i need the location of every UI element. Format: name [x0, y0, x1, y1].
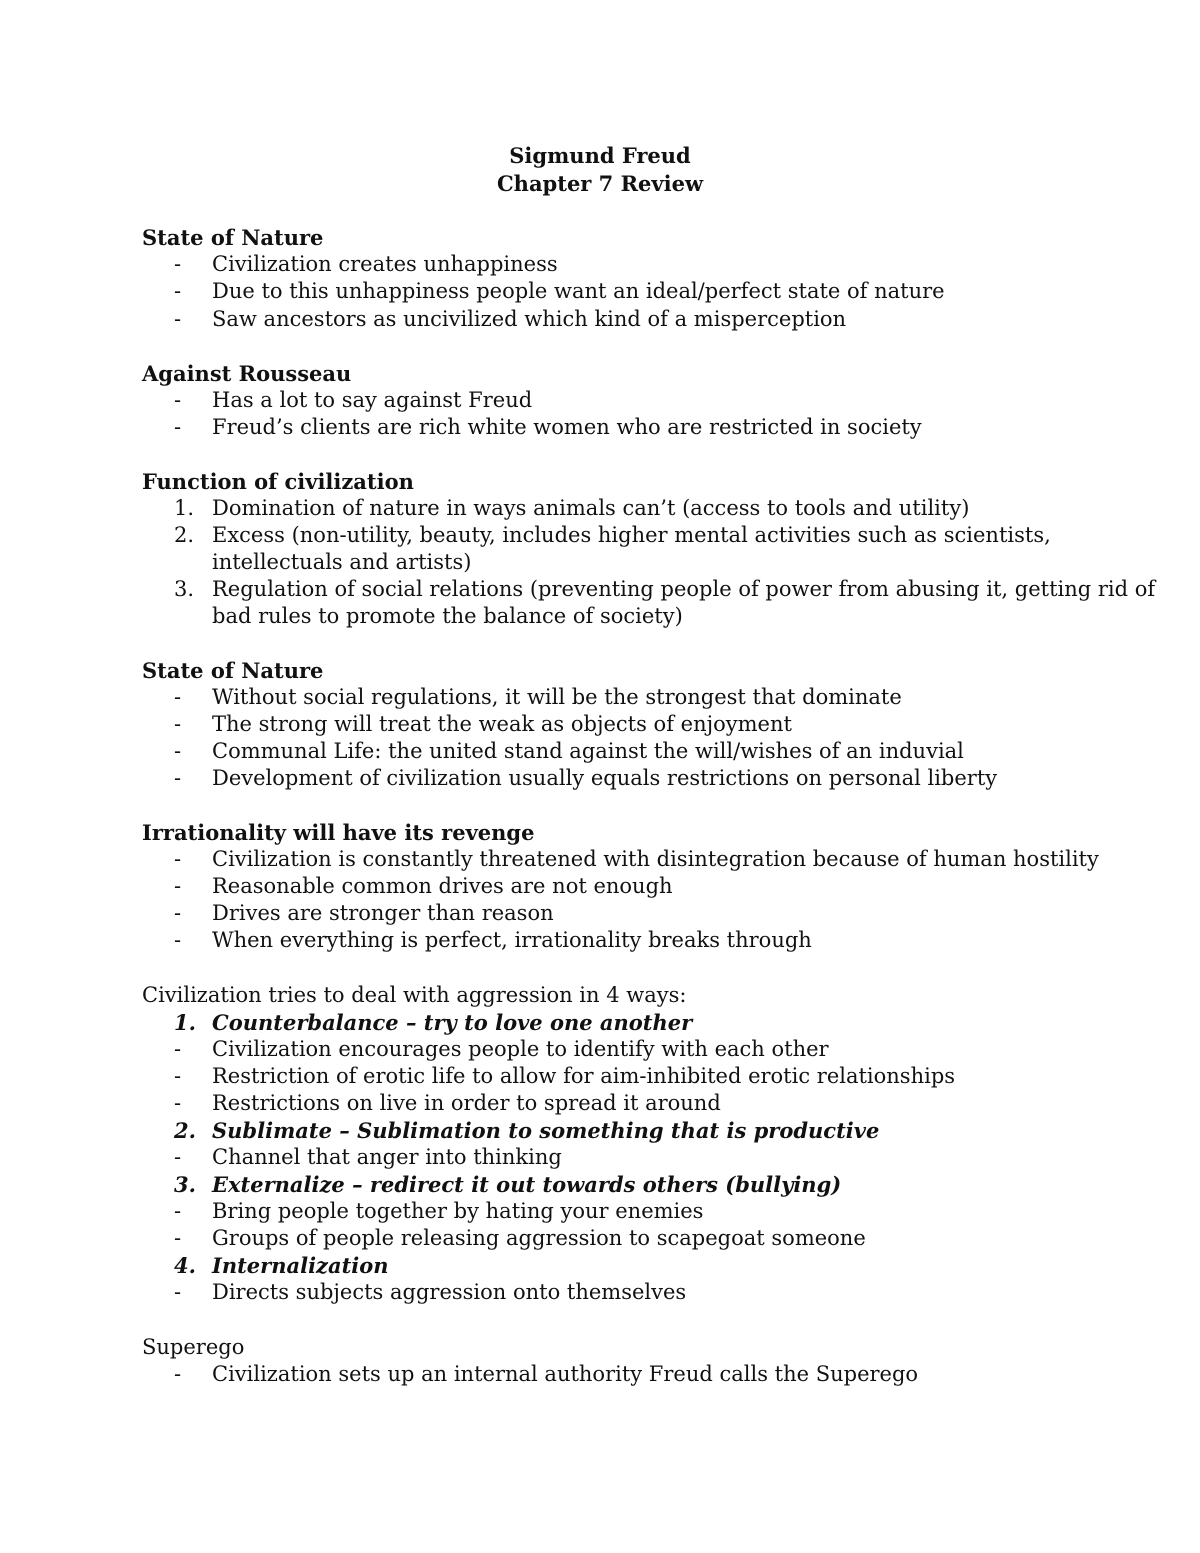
list-item-text: Due to this unhappiness people want an ideal/perfect state of nature [212, 279, 945, 303]
dash-marker: - [174, 1280, 182, 1304]
aggression-way-label: Counterbalance – try to love one another [212, 1010, 693, 1035]
list-item-text: Saw ancestors as uncivilized which kind of a misperception [212, 307, 847, 331]
list-item-text: Channel that anger into thinking [212, 1145, 562, 1169]
dash-marker: - [174, 847, 182, 871]
number-marker: 2. [174, 1118, 196, 1143]
dash-marker: - [174, 307, 182, 331]
dash-marker: - [174, 712, 182, 736]
dash-marker: - [174, 901, 182, 925]
list-item-text: Communal Life: the united stand against the will/wishes of an induvial [212, 739, 964, 763]
section-heading-state-of-nature-2: State of Nature [142, 658, 324, 683]
list-item-text: Civilization sets up an internal authority Freud calls the Superego [212, 1362, 919, 1386]
numbered-item-text: Excess (non-utility, beauty, includes higher mental activities such as scientists, [212, 523, 1051, 547]
aggression-intro: Civilization tries to deal with aggression in 4 ways: [142, 983, 687, 1007]
dash-marker: - [174, 739, 182, 763]
numbered-item-text: Domination of nature in ways animals can’t (access to tools and utility) [212, 496, 970, 520]
list-item-text: Development of civilization usually equals restrictions on personal liberty [212, 766, 998, 790]
list-item-text: Groups of people releasing aggression to scapegoat someone [212, 1226, 866, 1250]
list-item-text: Freud’s clients are rich white women who are restricted in society [212, 415, 922, 439]
list-item-text: Reasonable common drives are not enough [212, 874, 673, 898]
dash-marker: - [174, 1064, 182, 1088]
list-item-text: Civilization creates unhappiness [212, 252, 558, 276]
list-item-text: Directs subjects aggression onto themselves [212, 1280, 687, 1304]
dash-marker: - [174, 874, 182, 898]
section-heading-irrationality: Irrationality will have its revenge [142, 820, 535, 845]
document-subtitle: Chapter 7 Review [496, 171, 704, 196]
number-marker: 1. [174, 496, 195, 520]
numbered-item-text: intellectuals and artists) [212, 550, 472, 574]
number-marker: 3. [174, 577, 195, 601]
aggression-way-label: Internalization [212, 1253, 389, 1278]
dash-marker: - [174, 766, 182, 790]
dash-marker: - [174, 388, 182, 412]
document-title: Sigmund Freud [509, 143, 691, 168]
dash-marker: - [174, 415, 182, 439]
dash-marker: - [174, 1037, 182, 1061]
number-marker: 4. [174, 1253, 196, 1278]
dash-marker: - [174, 1145, 182, 1169]
list-item-text: Civilization is constantly threatened with disintegration because of human hostility [212, 847, 1099, 871]
list-item-text: The strong will treat the weak as objects of enjoyment [212, 712, 792, 736]
dash-marker: - [174, 928, 182, 952]
list-item-text: Without social regulations, it will be the strongest that dominate [212, 685, 902, 709]
list-item-text: Restrictions on live in order to spread it around [212, 1091, 721, 1115]
dash-marker: - [174, 1091, 182, 1115]
dash-marker: - [174, 1199, 182, 1223]
list-item-text: Has a lot to say against Freud [212, 388, 533, 412]
list-item-text: When everything is perfect, irrationality breaks through [212, 928, 812, 952]
dash-marker: - [174, 279, 182, 303]
number-marker: 2. [174, 523, 195, 547]
section-heading-state-of-nature: State of Nature [142, 225, 324, 250]
section-heading-superego: Superego [142, 1335, 245, 1359]
dash-marker: - [174, 1362, 182, 1386]
aggression-way-label: Externalize – redirect it out towards others (bullying) [212, 1172, 842, 1197]
section-heading-against-rousseau: Against Rousseau [142, 361, 352, 386]
number-marker: 3. [174, 1172, 196, 1197]
section-heading-function-of-civilization: Function of civilization [142, 469, 414, 494]
dash-marker: - [174, 1226, 182, 1250]
list-item-text: Restriction of erotic life to allow for aim-inhibited erotic relationships [212, 1064, 956, 1088]
dash-marker: - [174, 252, 182, 276]
list-item-text: Civilization encourages people to identify with each other [212, 1037, 829, 1061]
list-item-text: Drives are stronger than reason [212, 901, 554, 925]
number-marker: 1. [174, 1010, 196, 1035]
numbered-item-text: bad rules to promote the balance of society) [212, 604, 683, 628]
aggression-way-label: Sublimate – Sublimation to something that is productive [212, 1118, 880, 1143]
dash-marker: - [174, 685, 182, 709]
numbered-item-text: Regulation of social relations (preventing people of power from abusing it, getting rid of [212, 577, 1156, 601]
list-item-text: Bring people together by hating your enemies [212, 1199, 704, 1223]
